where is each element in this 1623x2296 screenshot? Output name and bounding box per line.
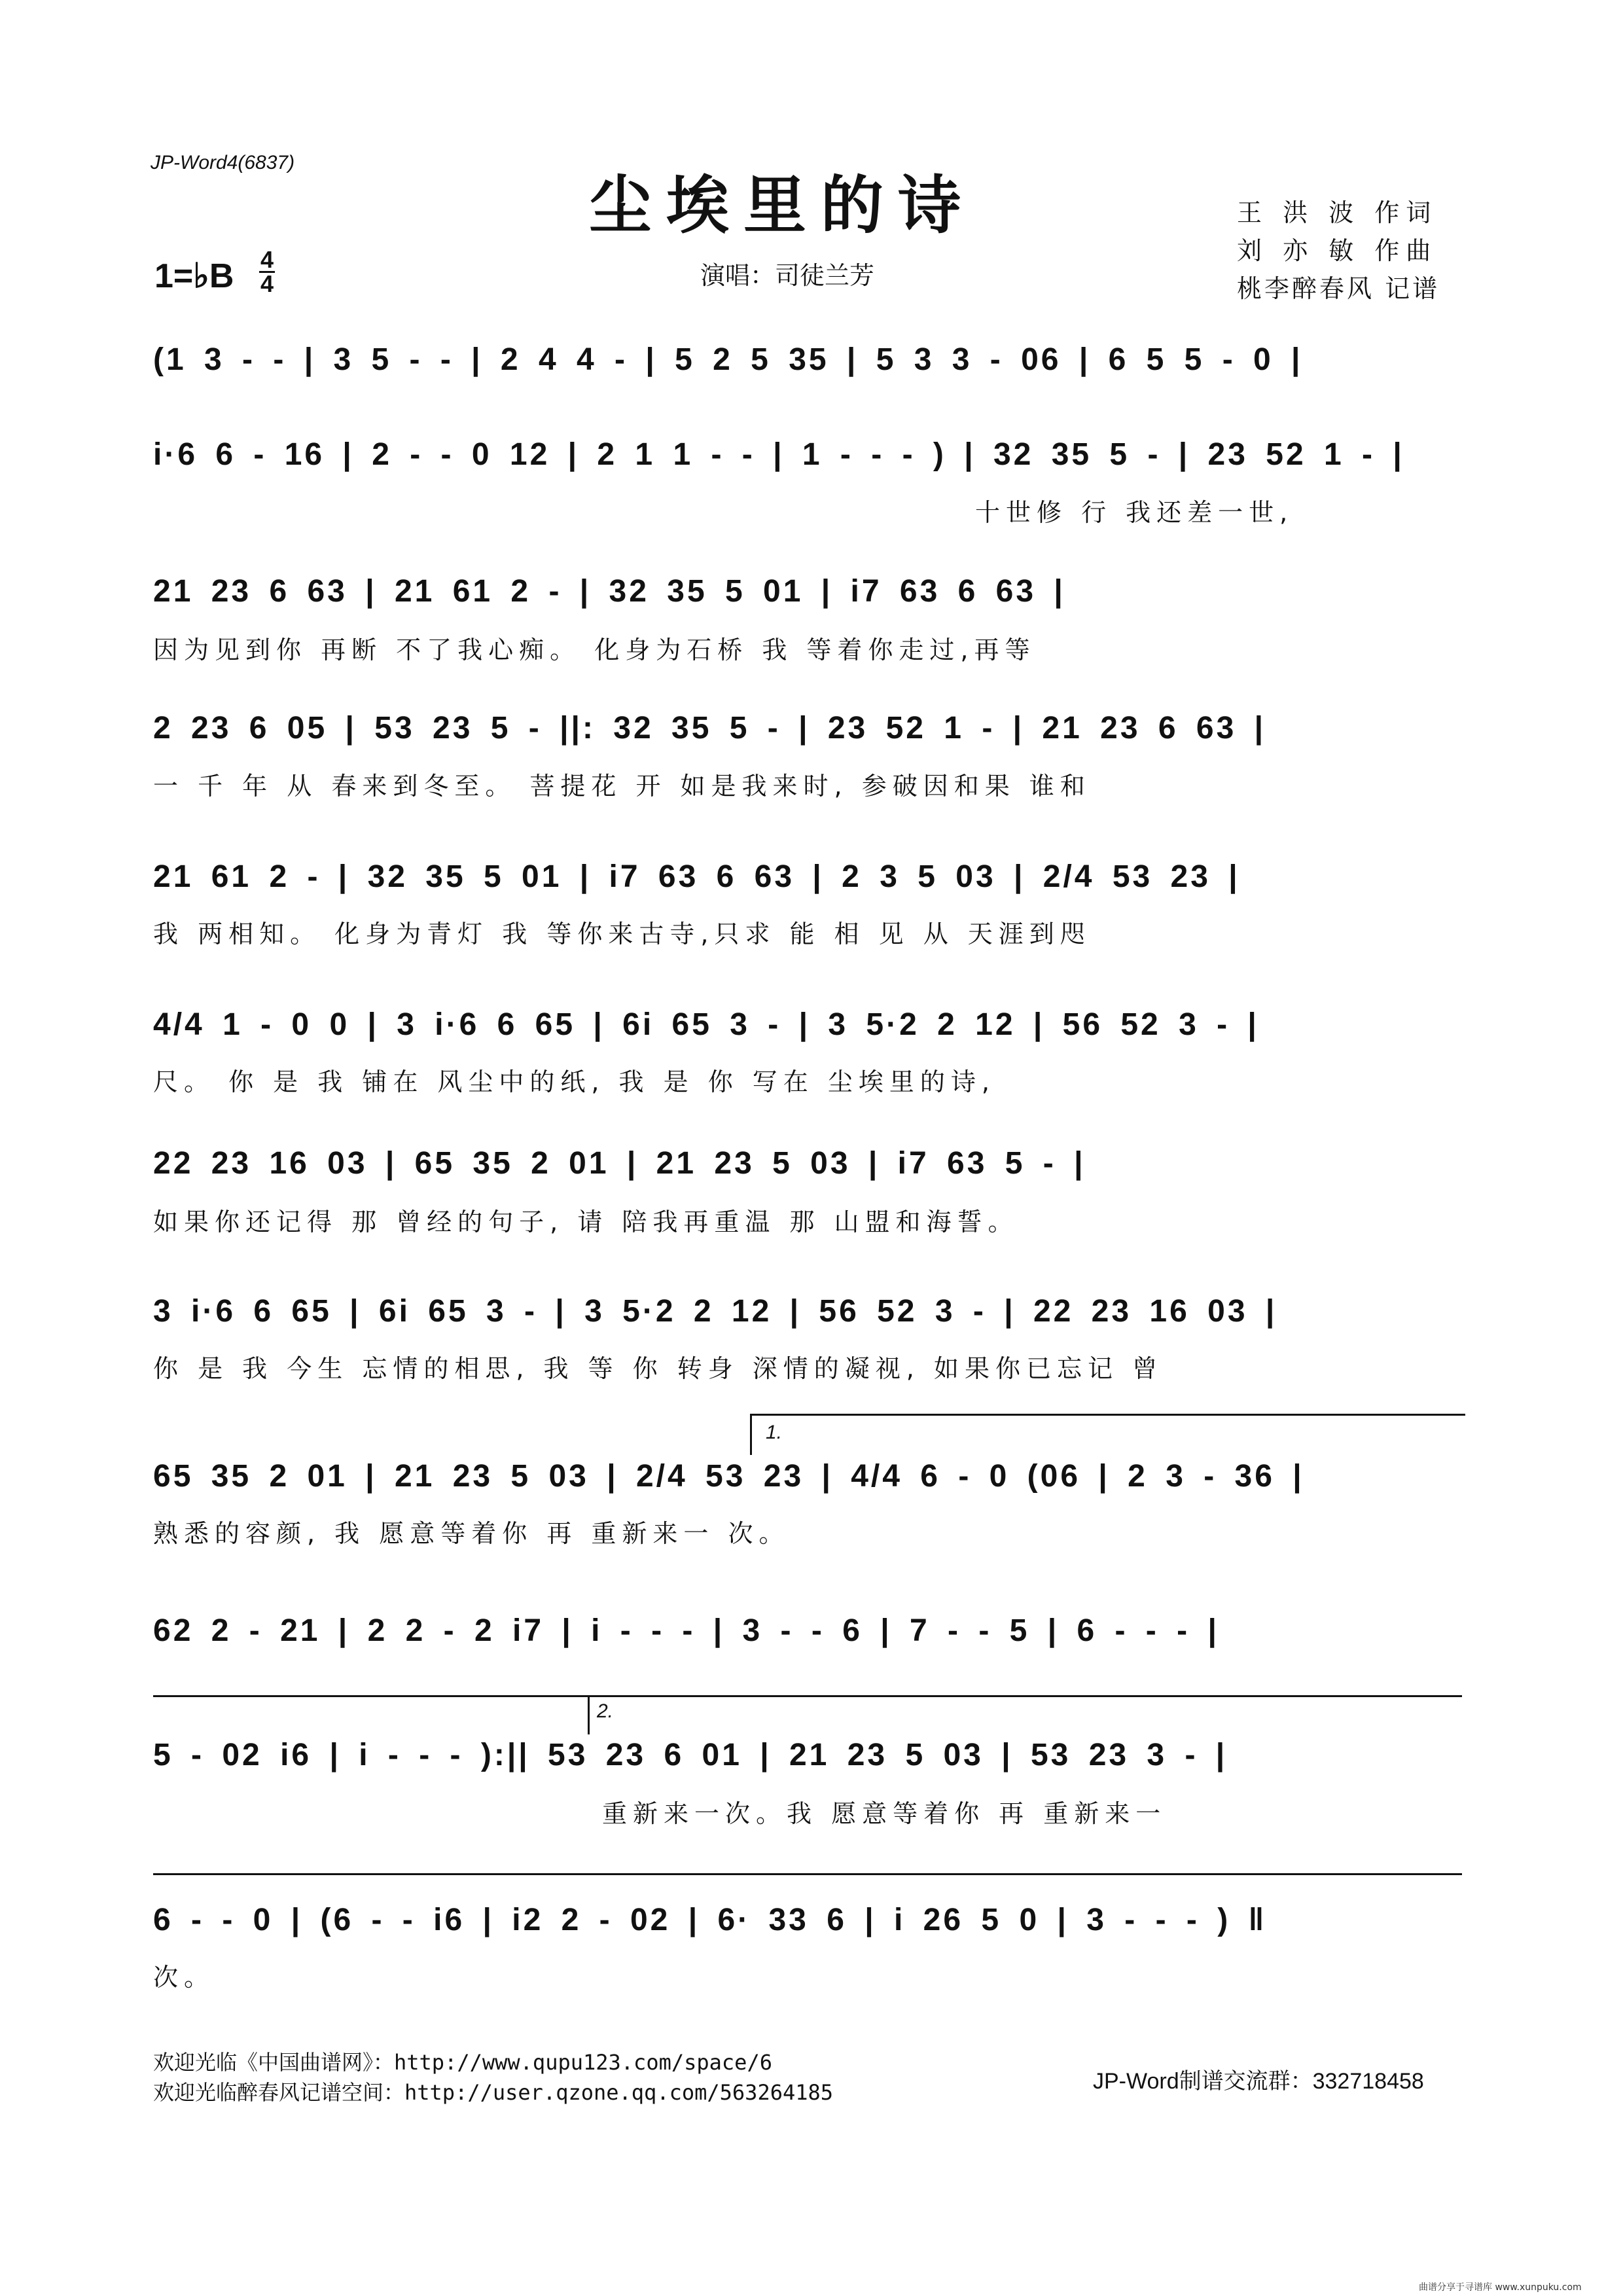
- footer-line-1: 欢迎光临《中国曲谱网》：http://www.qupu123.com/space/6: [153, 2050, 772, 2075]
- watermark: 曲谱分享于寻谱库 www.xunpuku.com: [1419, 2282, 1582, 2293]
- song-title: 尘埃里的诗: [589, 168, 975, 242]
- score-line-9-notes: 65 35 2 01 | 21 23 5 03 | 2/4 53 23 | 4/4 6 - 0 (06 | 2 3 - 36 |: [153, 1459, 1304, 1494]
- score-line-6-notes: 4/4 1 - 0 0 | 3 i·6 6 65 | 6i 65 3 - | 3 5·2 2 12 | 56 52 3 - |: [153, 1007, 1259, 1042]
- first-ending-bracket: [750, 1414, 1465, 1455]
- score-line-11-notes: 5 - 02 i6 | i - - - ):|| 53 23 6 01 | 21 23 5 03 | 53 23 3 - |: [153, 1738, 1228, 1772]
- score-line-3-notes: 21 23 6 63 | 21 61 2 - | 32 35 5 01 | i7 63 6 63 |: [153, 574, 1065, 609]
- transcriber: 桃李醉春风 记谱: [1237, 274, 1440, 303]
- software-label: JP-Word4(6837): [151, 152, 295, 173]
- time-bottom: 4: [260, 270, 274, 297]
- footer-line-2: 欢迎光临醉春风记谱空间：http://user.qzone.qq.com/563264185: [153, 2080, 834, 2105]
- score-line-2-lyrics: 十世修 行 我还差一世,: [975, 498, 1294, 527]
- time-top: 4: [260, 246, 274, 273]
- score-line-3-lyrics: 因为见到你 再断 不了我心痴。 化身为石桥 我 等着你走过,再等: [153, 636, 1036, 664]
- score-line-12-notes: 6 - - 0 | (6 - - i6 | i2 2 - 02 | 6· 33 6 | i 26 5 0 | 3 - - - ) ‖: [153, 1903, 1267, 1937]
- continuation-bracket: [153, 1873, 1462, 1888]
- key-signature: 1=♭B: [154, 257, 234, 295]
- composer: 刘 亦 敏 作曲: [1237, 236, 1438, 265]
- credits: [1237, 194, 1440, 308]
- score-line-4-notes: 2 23 6 05 | 53 23 5 - ||: 32 35 5 - | 23 52 1 - | 21 23 6 63 |: [153, 711, 1266, 745]
- score-line-6-lyrics: 尺。 你 是 我 铺在 风尘中的纸, 我 是 你 写在 尘埃里的诗,: [153, 1067, 995, 1096]
- score-line-5-notes: 21 61 2 - | 32 35 5 01 | i7 63 6 63 | 2 3 5 03 | 2/4 53 23 |: [153, 859, 1240, 894]
- singer: 演唱：司徒兰芳: [700, 261, 875, 290]
- score-line-10-notes: 62 2 - 21 | 2 2 - 2 i7 | i - - - | 3 - - 6 | 7 - - 5 | 6 - - - |: [153, 1613, 1219, 1648]
- time-signature: [259, 246, 275, 297]
- score-line-12-lyrics: 次。: [153, 1963, 215, 1992]
- score-line-5-lyrics: 我 两相知。 化身为青灯 我 等你来古寺,只求 能 相 见 从 天涯到咫: [153, 920, 1091, 948]
- lyricist: 王 洪 波 作词: [1237, 198, 1438, 227]
- score-line-7-notes: 22 23 16 03 | 65 35 2 01 | 21 23 5 03 | i7 63 5 - |: [153, 1146, 1086, 1181]
- score-line-1-notes: (1 3 - - | 3 5 - - | 2 4 4 - | 5 2 5 35 | 5 3 3 - 06 | 6 5 5 - 0 |: [153, 342, 1303, 377]
- score-line-4-lyrics: 一 千 年 从 春来到冬至。 菩提花 开 如是我来时, 参破因和果 谁和: [153, 772, 1091, 800]
- ending-bracket-top: [153, 1695, 1462, 1710]
- footer-links: [153, 2047, 833, 2108]
- score-line-11-lyrics: 重新来一次。我 愿意等着你 再 重新来一: [602, 1799, 1167, 1828]
- first-ending-label: 1.: [766, 1422, 783, 1443]
- score-line-9-lyrics: 熟悉的容颜, 我 愿意等着你 再 重新来一 次。: [153, 1519, 790, 1548]
- score-line-8-lyrics: 你 是 我 今生 忘情的相思, 我 等 你 转身 深情的凝视, 如果你已忘记 曾: [153, 1354, 1164, 1383]
- score-line-2-notes: i·6 6 - 16 | 2 - - 0 12 | 2 1 1 - - | 1 - - - ) | 32 35 5 - | 23 52 1 - |: [153, 437, 1404, 472]
- second-ending-bracket: [588, 1695, 590, 1734]
- footer-group: JP-Word制谱交流群：332718458: [1093, 2069, 1424, 2094]
- second-ending-label: 2.: [597, 1700, 614, 1722]
- score-line-8-notes: 3 i·6 6 65 | 6i 65 3 - | 3 5·2 2 12 | 56 52 3 - | 22 23 16 03 |: [153, 1294, 1277, 1329]
- score-line-7-lyrics: 如果你还记得 那 曾经的句子, 请 陪我再重温 那 山盟和海誓。: [153, 1208, 1019, 1236]
